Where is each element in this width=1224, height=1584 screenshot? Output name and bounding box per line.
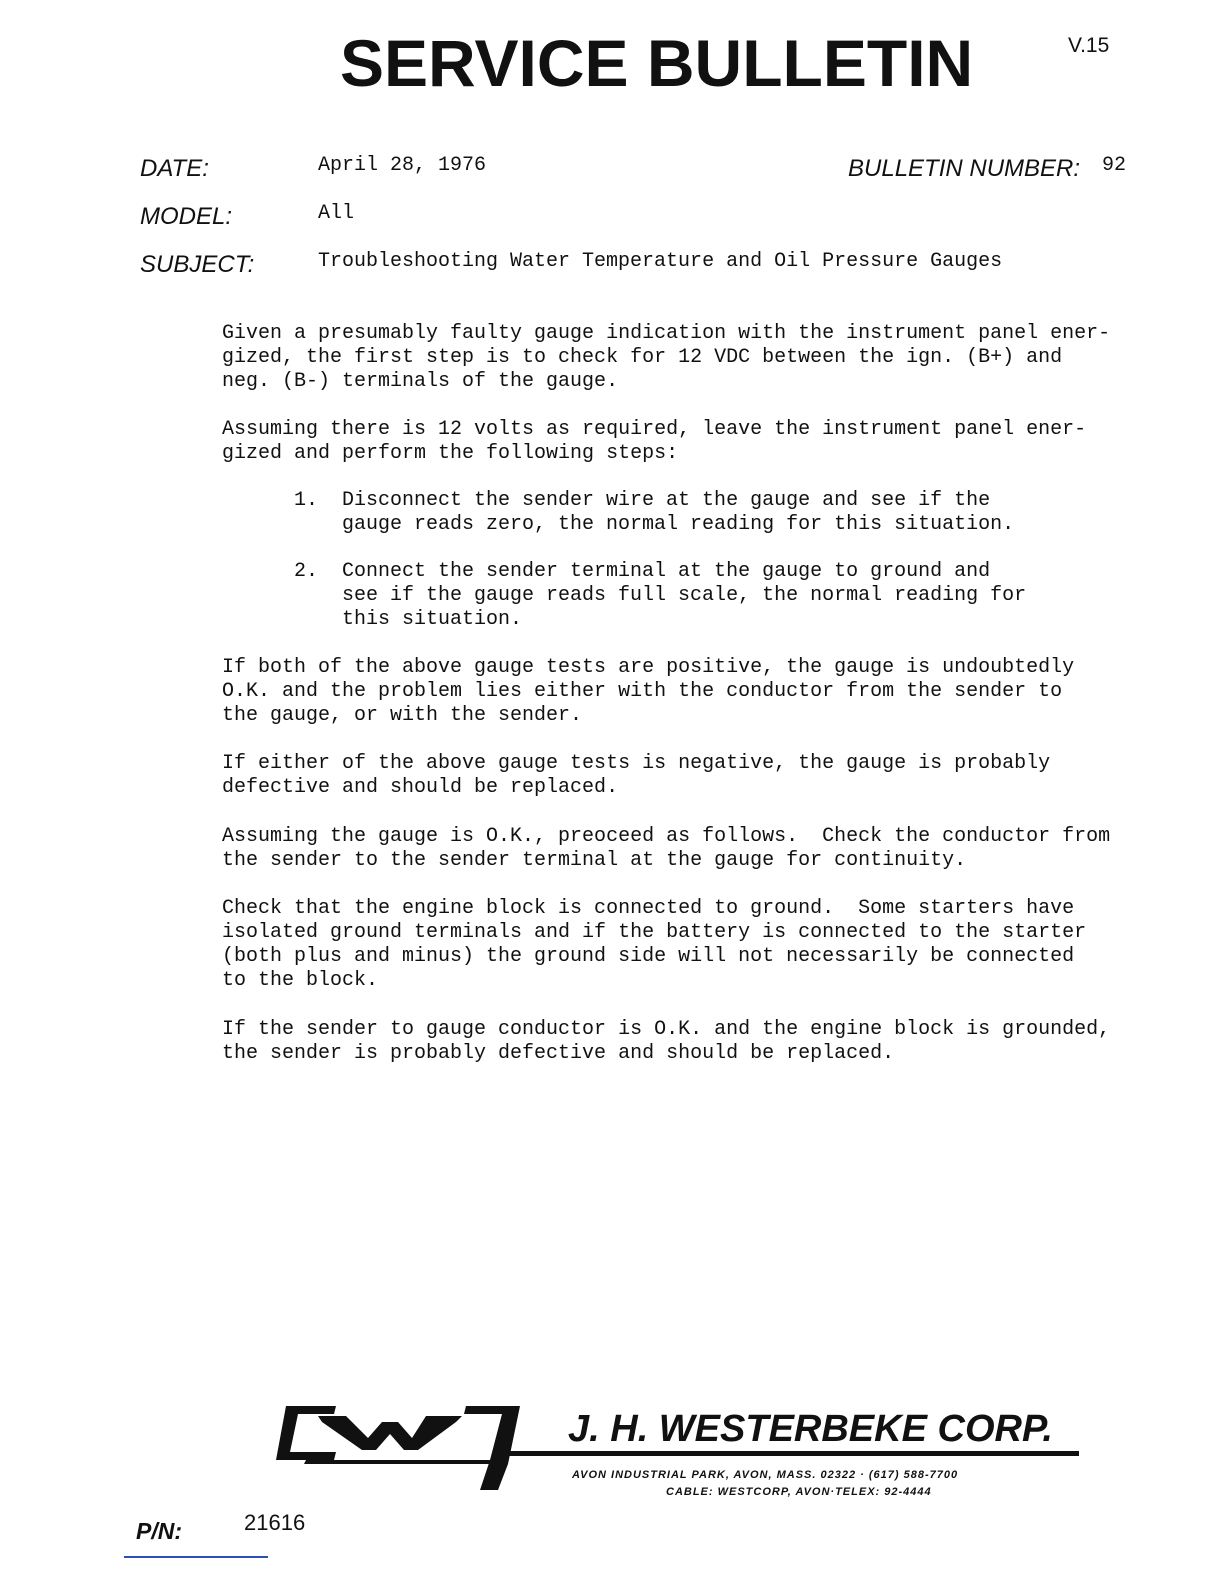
paragraph-2: Assuming there is 12 volts as required, leave the instrument panel ener- gized and perform the following steps: bbox=[222, 418, 1087, 465]
westerbeke-w-logo-icon bbox=[276, 1400, 521, 1492]
subject-value: Troubleshooting Water Temperature and Oil Pressure Gauges bbox=[318, 250, 1003, 273]
bulletin-number-label: BULLETIN NUMBER: bbox=[848, 155, 1081, 182]
paragraph-3: If both of the above gauge tests are positive, the gauge is undoubtedly O.K. and the problem lies either with the conductor from the sender to the gauge, or with the sender. bbox=[222, 656, 1075, 727]
model-value: All bbox=[318, 202, 355, 225]
date-label: DATE: bbox=[140, 155, 209, 182]
step-2-text: Connect the sender terminal at the gauge to ground and see if the gauge reads full scale, the normal reading for this situation. bbox=[342, 560, 1027, 631]
company-cable-telex: CABLE: WESTCORP, AVON·TELEX: 92-4444 bbox=[666, 1486, 932, 1498]
step-2-number: 2. bbox=[294, 560, 319, 583]
paragraph-5: Assuming the gauge is O.K., preoceed as follows. Check the conductor from the sender to the sender terminal at the gauge for continuity. bbox=[222, 825, 1111, 872]
part-number-label: P/N: bbox=[136, 1518, 182, 1544]
paragraph-6: Check that the engine block is connected to ground. Some starters have isolated ground terminals and if the battery is connected to the starter (both plus and minus) the ground side will not necessarily be connected to the block. bbox=[222, 897, 1087, 992]
step-1-number: 1. bbox=[294, 489, 319, 512]
part-number-underline bbox=[124, 1556, 268, 1558]
step-1-text: Disconnect the sender wire at the gauge and see if the gauge reads zero, the normal reading for this situation. bbox=[342, 489, 1015, 536]
paragraph-4: If either of the above gauge tests is negative, the gauge is probably defective and should be replaced. bbox=[222, 752, 1051, 799]
subject-label: SUBJECT: bbox=[140, 251, 255, 278]
company-address: AVON INDUSTRIAL PARK, AVON, MASS. 02322 · (617) 588-7700 bbox=[572, 1469, 959, 1481]
version-label: V.15 bbox=[1068, 34, 1110, 57]
model-label: MODEL: bbox=[140, 203, 233, 230]
company-name: J. H. WESTERBEKE CORP. bbox=[568, 1408, 1053, 1450]
paragraph-1: Given a presumably faulty gauge indication with the instrument panel ener- gized, the first step is to check for 12 VDC between the ign. (B+) and neg. (B-) terminals of the gauge. bbox=[222, 322, 1111, 393]
date-value: April 28, 1976 bbox=[318, 154, 487, 177]
part-number-value: 21616 bbox=[244, 1510, 306, 1535]
footer-rule bbox=[505, 1451, 1079, 1456]
paragraph-7: If the sender to gauge conductor is O.K. and the engine block is grounded, the sender is probably defective and should be replaced. bbox=[222, 1018, 1111, 1065]
bulletin-number-value: 92 bbox=[1102, 154, 1127, 177]
bulletin-title: SERVICE BULLETIN bbox=[340, 26, 974, 100]
